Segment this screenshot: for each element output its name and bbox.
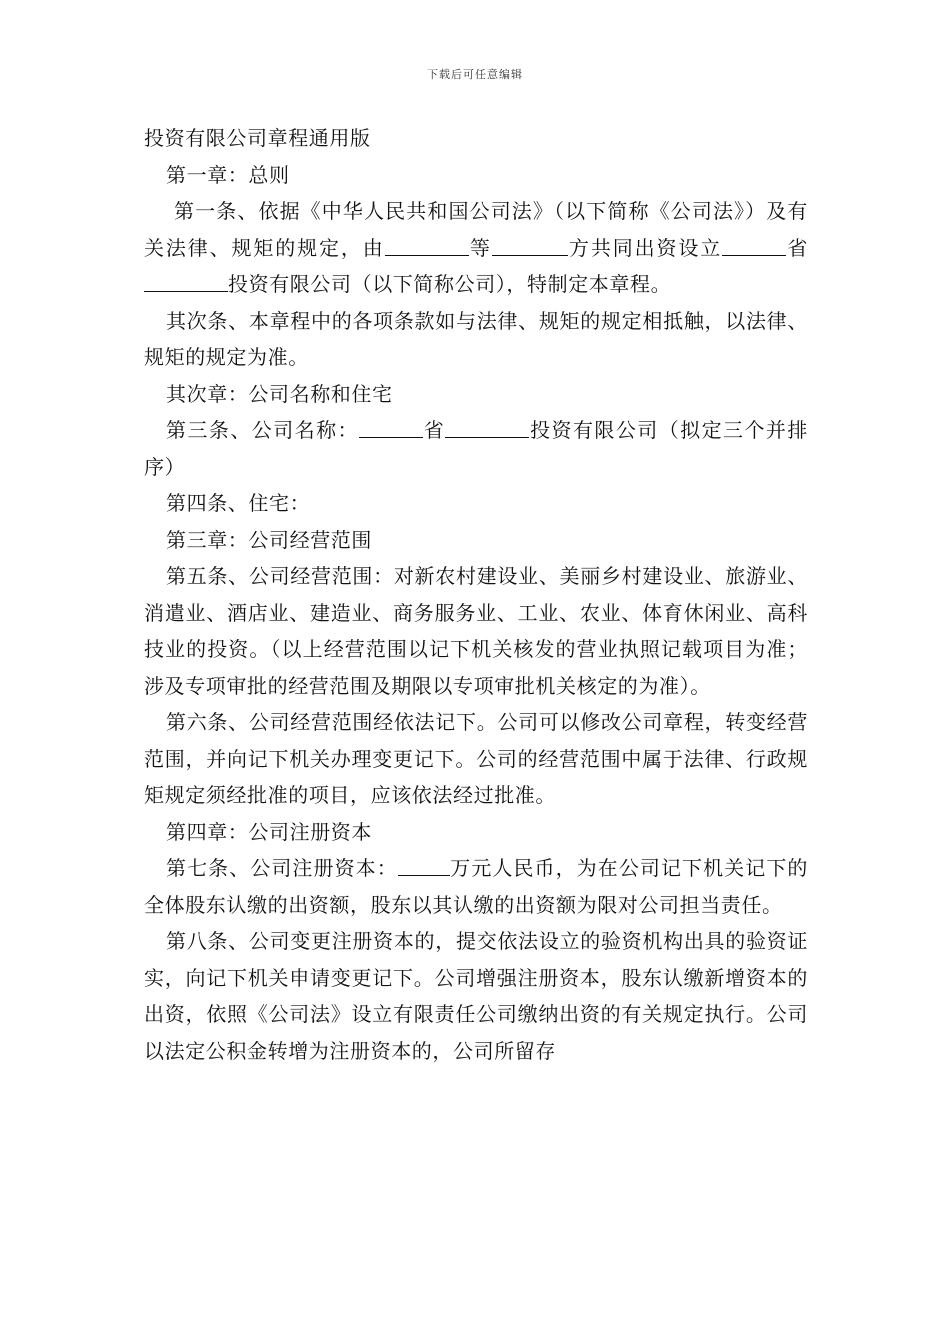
fill-blank-province bbox=[722, 235, 786, 256]
article-8: 第八条、公司变更注册资本的，提交依法设立的验资机构出具的验资证实，向记下机关申请变更记下。公司增强注册资本，股东认缴新增资本的出资，依照《公司法》设立有限责任公司缴纳出资的有关规定执行。公司以法定公积金转增为注册资本的，公司所留存 bbox=[144, 929, 808, 1063]
article-6: 第六条、公司经营范围经依法记下。公司可以修改公司章程，转变经营范围，并向记下机关办理变更记下。公司的经营范围中属于法律、行政规矩规定须经批准的项目，应该依法经过批准。 bbox=[144, 710, 808, 807]
article-3 bbox=[144, 412, 808, 485]
article-1-text-a: 第一条、依据《中华人民共和国公司法》（以下简称《公司法》）及有关法律、规矩的规定，由 bbox=[144, 199, 808, 260]
fill-blank-founder-1 bbox=[385, 235, 469, 256]
fill-blank-province-2 bbox=[359, 417, 423, 438]
article-1-text-c: 方共同出资设立 bbox=[567, 235, 723, 260]
article-3-text-c: 投资有限公司（拟定三个并排序） bbox=[144, 418, 808, 479]
fill-blank-company-name-2 bbox=[445, 417, 529, 438]
article-1 bbox=[144, 193, 808, 303]
article-7 bbox=[144, 850, 808, 923]
chapter-heading-4: 第四章：公司注册资本 bbox=[166, 819, 372, 844]
header-note: 下载后可任意编辑 bbox=[427, 68, 523, 81]
fill-blank-founder-count bbox=[492, 235, 568, 256]
chapter-heading-1: 第一章：总则 bbox=[166, 162, 290, 187]
article-3-text-b: 省 bbox=[422, 418, 446, 442]
article-1-text-b: 等 bbox=[468, 235, 492, 260]
chapter-heading-2: 其次章：公司名称和住宅 bbox=[166, 381, 393, 406]
chapter-heading-3: 第三章：公司经营范围 bbox=[166, 527, 372, 552]
document-body bbox=[144, 120, 808, 1069]
article-7-text-b: 万元人民币，为在公司记下机关记下的全体股东认缴的出资额，股东以其认缴的出资额为限对公司担当责任。 bbox=[144, 856, 808, 917]
article-3-text-a: 第三条、公司名称： bbox=[166, 418, 359, 442]
article-1-text-d: 省 bbox=[786, 235, 808, 260]
article-4: 第四条、住宅： bbox=[166, 491, 311, 515]
fill-blank-company-name bbox=[144, 271, 228, 292]
article-5: 第五条、公司经营范围：对新农村建设业、美丽乡村建设业、旅游业、消遣业、酒店业、建造业、商务服务业、工业、农业、体育休闲业、高科技业的投资。（以上经营范围以记下机关核发的营业执照记载项目为准；涉及专项审批的经营范围及期限以专项审批机关核定的为准）。 bbox=[144, 564, 808, 698]
document-title: 投资有限公司章程通用版 bbox=[144, 126, 371, 150]
fill-blank-capital-amount bbox=[398, 855, 450, 876]
article-7-text-a: 第七条、公司注册资本： bbox=[166, 856, 398, 880]
article-2: 其次条、本章程中的各项条款如与法律、规矩的规定相抵触，以法律、规矩的规定为准。 bbox=[144, 308, 808, 369]
article-1-text-e: 投资有限公司（以下简称公司），特制定本章程。 bbox=[228, 272, 672, 296]
